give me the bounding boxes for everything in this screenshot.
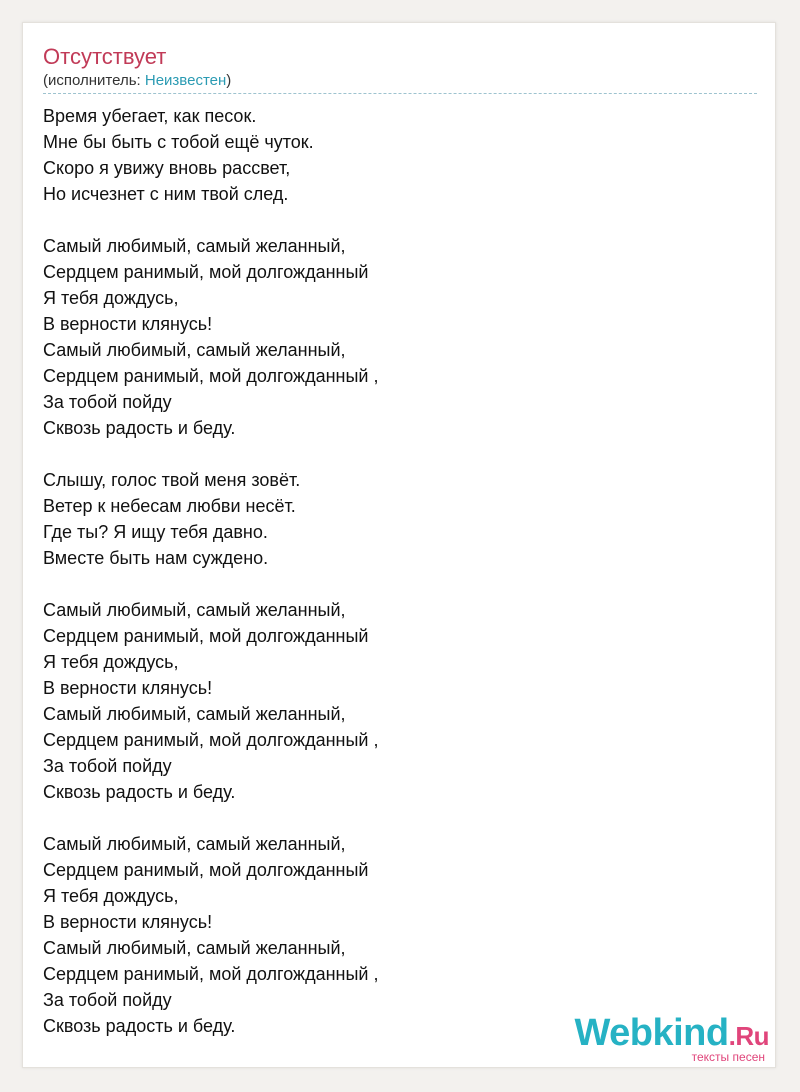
lyric-line: Самый любимый, самый желанный, <box>43 340 346 360</box>
artist-link[interactable]: Неизвестен <box>144 72 227 89</box>
lyric-line: Время убегает, как песок. <box>43 106 257 126</box>
lyric-line: Самый любимый, самый желанный, <box>43 938 346 958</box>
lyric-line: Я тебя дождусь, <box>43 652 179 672</box>
lyric-line: Сквозь радость и беду. <box>43 1016 236 1036</box>
lyric-line: Я тебя дождусь, <box>43 886 179 906</box>
lyric-line: Сквозь радость и беду. <box>43 782 236 802</box>
lyric-line: Самый любимый, самый желанный, <box>43 704 346 724</box>
logo-wordmark <box>574 1014 769 1055</box>
lyric-line: Где ты? Я ищу тебя давно. <box>43 522 268 542</box>
lyric-line: Мне бы быть с тобой ещё чуток. <box>43 132 314 152</box>
lyric-line: Слышу, голос твой меня зовёт. <box>43 470 301 490</box>
lyric-line: Самый любимый, самый желанный, <box>43 236 346 256</box>
logo-tagline: тексты песен <box>691 1050 765 1064</box>
lyric-line: Вместе быть нам суждено. <box>43 548 269 568</box>
song-header <box>43 43 757 94</box>
lyric-line: Сердцем ранимый, мой долгожданный , <box>43 964 379 984</box>
lyric-line: Скоро я увижу вновь рассвет, <box>43 158 291 178</box>
lyric-line: Сердцем ранимый, мой долгожданный , <box>43 730 379 750</box>
lyric-line: Сквозь радость и беду. <box>43 418 236 438</box>
lyric-line: За тобой пойду <box>43 990 172 1010</box>
lyrics-stanza <box>43 233 755 441</box>
lyrics-stanza <box>43 103 755 207</box>
lyric-line: Ветер к небесам любви несёт. <box>43 496 296 516</box>
lyric-line: В верности клянусь! <box>43 314 213 334</box>
lyrics-stanza <box>43 831 755 1039</box>
lyric-line: Я тебя дождусь, <box>43 288 179 308</box>
lyric-line: Сердцем ранимый, мой долгожданный <box>43 262 369 282</box>
lyric-line: Самый любимый, самый желанный, <box>43 600 346 620</box>
song-title: Отсутствует <box>43 44 167 69</box>
logo-tld: .Ru <box>728 1021 769 1051</box>
lyric-line: За тобой пойду <box>43 392 172 412</box>
lyric-line: В верности клянусь! <box>43 912 213 932</box>
lyric-line: Но исчезнет с ним твой след. <box>43 184 289 204</box>
lyric-line: Сердцем ранимый, мой долгожданный <box>43 860 369 880</box>
lyrics-body <box>43 103 755 1065</box>
lyrics-sheet <box>22 22 776 1068</box>
artist-suffix: ) <box>226 72 232 89</box>
lyric-line: Сердцем ранимый, мой долгожданный <box>43 626 369 646</box>
logo-brand: Webkind <box>574 1012 729 1054</box>
lyrics-stanza <box>43 467 755 571</box>
lyrics-stanza <box>43 597 755 805</box>
lyric-line: За тобой пойду <box>43 756 172 776</box>
webkind-logo <box>574 1014 769 1063</box>
artist-line <box>43 71 757 94</box>
artist-prefix: (исполнитель: <box>43 72 145 89</box>
lyric-line: В верности клянусь! <box>43 678 213 698</box>
lyric-line: Сердцем ранимый, мой долгожданный , <box>43 366 379 386</box>
lyric-line: Самый любимый, самый желанный, <box>43 834 346 854</box>
